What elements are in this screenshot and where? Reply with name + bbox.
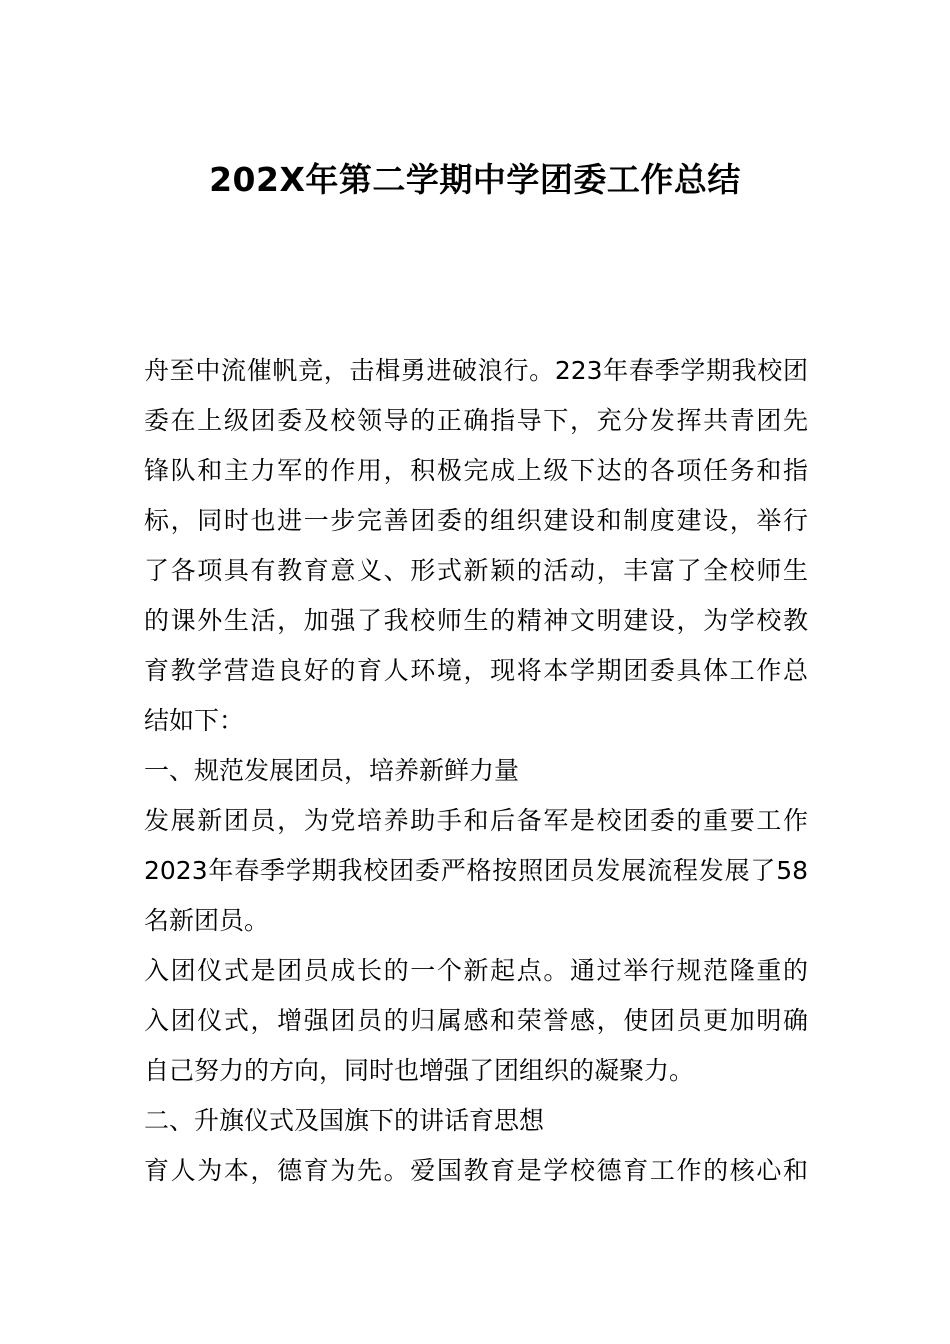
section-heading-2: 二、升旗仪式及国旗下的讲话育思想 — [144, 1106, 545, 1135]
document-body — [144, 346, 808, 1196]
body-line-12: 名新团员。 — [144, 906, 270, 935]
body-line-10: 发展新团员，为党培养助手和后备军是校团委的重要工作 — [144, 806, 808, 835]
body-line-13: 入团仪式是团员成长的一个新起点。通过举行规范隆重的 — [144, 956, 808, 985]
body-line-1: 舟至中流催帆竞，击楫勇进破浪行。223年春季学期我校团 — [144, 356, 808, 385]
body-line-14: 入团仪式，增强团员的归属感和荣誉感，使团员更加明确 — [144, 1006, 808, 1035]
body-line-6: 的课外生活，加强了我校师生的精神文明建设，为学校教 — [144, 606, 808, 635]
body-line-3: 锋队和主力军的作用，积极完成上级下达的各项任务和指 — [144, 456, 808, 485]
body-line-5: 了各项具有教育意义、形式新颖的活动，丰富了全校师生 — [144, 556, 808, 585]
document-title: 202X年第二学期中学团委工作总结 — [209, 160, 741, 199]
body-line-15: 自己努力的方向，同时也增强了团组织的凝聚力。 — [144, 1056, 695, 1085]
section-heading-1: 一、规范发展团员，培养新鲜力量 — [144, 756, 520, 785]
body-line-11: 2023年春季学期我校团委严格按照团员发展流程发展了58 — [144, 856, 808, 885]
body-line-4: 标，同时也进一步完善团委的组织建设和制度建设，举行 — [144, 506, 808, 535]
body-line-2: 委在上级团委及校领导的正确指导下，充分发挥共青团先 — [144, 406, 808, 435]
body-line-7: 育教学营造良好的育人环境，现将本学期团委具体工作总 — [144, 656, 808, 685]
body-line-17: 育人为本，德育为先。爱国教育是学校德育工作的核心和 — [144, 1156, 808, 1185]
body-line-8: 结如下： — [144, 706, 245, 735]
